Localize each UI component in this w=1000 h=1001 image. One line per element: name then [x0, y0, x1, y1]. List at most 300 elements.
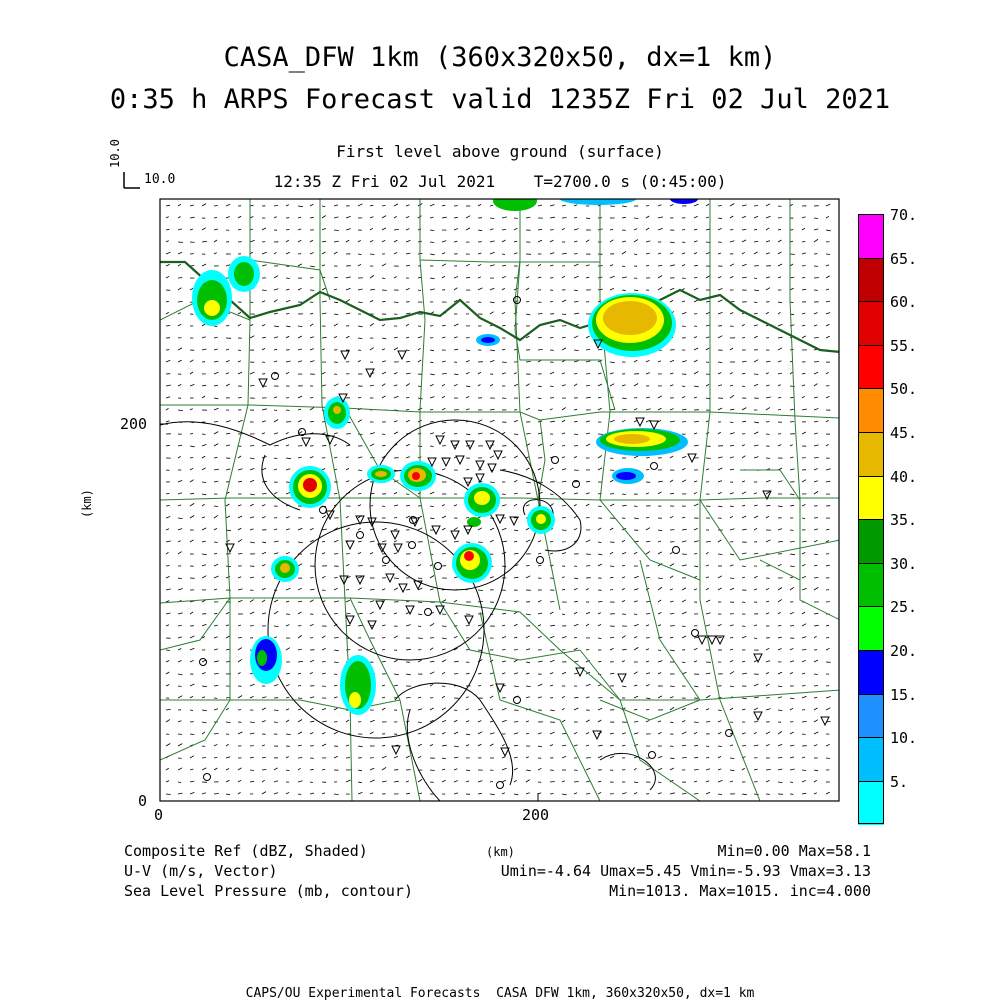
wind-vector — [442, 720, 446, 722]
wind-vector — [310, 253, 314, 255]
wind-vector — [646, 661, 649, 662]
wind-vector — [202, 385, 206, 386]
wind-vector — [514, 624, 518, 626]
wind-vector — [334, 433, 338, 434]
wind-vector — [658, 721, 661, 722]
wind-vector — [730, 204, 734, 207]
wind-vector — [226, 217, 230, 219]
wind-vector — [346, 600, 350, 602]
wind-vector — [394, 396, 398, 398]
wind-vector — [574, 456, 577, 458]
wind-vector — [226, 469, 230, 470]
wind-vector — [514, 577, 518, 578]
wind-vector — [718, 362, 722, 363]
wind-vector — [502, 229, 506, 230]
wind-vector — [526, 301, 529, 302]
station-circle — [200, 659, 207, 666]
wind-vector — [778, 672, 782, 674]
wind-vector — [682, 326, 686, 327]
wind-vector — [790, 397, 793, 398]
wind-vector — [370, 348, 374, 350]
wind-vector — [262, 228, 266, 230]
wind-vector — [394, 240, 397, 242]
wind-vector — [238, 732, 242, 734]
wind-vector — [214, 794, 219, 795]
wind-vector — [778, 506, 783, 507]
wind-vector — [622, 540, 625, 542]
wind-vector — [538, 768, 541, 770]
wind-vector — [682, 242, 685, 243]
wind-vector — [286, 697, 289, 698]
wind-vector — [634, 768, 637, 770]
wind-vector — [226, 373, 229, 374]
wind-vector — [226, 625, 229, 626]
wind-vector — [214, 253, 217, 254]
wind-vector — [454, 337, 458, 338]
wind-vector — [646, 685, 650, 687]
wind-vector — [574, 648, 578, 650]
wind-vector — [238, 456, 241, 458]
wind-vector — [586, 720, 590, 722]
wind-vector — [658, 613, 661, 615]
wind-vector — [214, 217, 217, 218]
wind-vector — [622, 733, 626, 734]
wind-vector — [598, 554, 602, 555]
wind-vector — [814, 674, 818, 675]
wind-vector — [766, 505, 770, 506]
station-triangle — [386, 574, 394, 582]
wind-vector — [466, 228, 470, 230]
wind-vector — [190, 288, 193, 290]
wind-vector — [802, 624, 806, 626]
wind-vector — [658, 361, 661, 362]
wind-vector — [754, 505, 758, 506]
wind-vector — [430, 350, 434, 351]
wind-vector — [526, 384, 530, 386]
wind-vector — [682, 361, 687, 362]
wind-vector — [730, 758, 734, 759]
wind-vector — [574, 732, 577, 734]
wind-vector — [382, 625, 386, 626]
wind-vector — [178, 445, 182, 446]
wind-vector — [550, 468, 553, 470]
wind-vector — [430, 506, 434, 507]
wind-vector — [394, 505, 398, 506]
wind-vector — [742, 324, 745, 326]
wind-vector — [322, 793, 325, 794]
wind-vector — [802, 552, 805, 554]
wind-vector — [730, 770, 734, 771]
wind-vector — [586, 684, 590, 686]
wind-vector — [538, 661, 543, 662]
wind-vector — [334, 289, 337, 290]
wind-vector — [814, 218, 818, 219]
wind-vector — [682, 600, 686, 602]
wind-vector — [166, 589, 171, 590]
wind-vector — [214, 528, 217, 530]
wind-vector — [778, 348, 782, 350]
wind-vector — [658, 578, 663, 579]
wind-vector — [826, 697, 831, 699]
wind-vector — [550, 240, 553, 242]
wind-vector — [538, 541, 541, 542]
wind-vector — [814, 708, 818, 710]
wind-vector — [286, 289, 289, 290]
wind-vector — [490, 409, 495, 410]
wind-vector — [586, 733, 589, 735]
wind-vector — [790, 769, 795, 770]
wind-vector — [346, 277, 351, 278]
wind-vector — [358, 770, 362, 771]
wind-vector — [250, 446, 254, 447]
wind-vector — [538, 625, 541, 626]
wind-vector — [742, 338, 745, 339]
wind-vector — [670, 768, 674, 770]
wind-vector — [478, 420, 482, 422]
station-triangle — [510, 517, 518, 525]
wind-vector — [190, 457, 193, 458]
wind-vector — [358, 541, 362, 542]
wind-vector — [826, 648, 830, 650]
wind-vector — [622, 241, 626, 242]
wind-vector — [598, 601, 602, 602]
wind-vector — [826, 301, 830, 302]
wind-vector — [574, 516, 577, 518]
wind-vector — [514, 493, 518, 494]
wind-vector — [178, 264, 181, 266]
wind-vector — [562, 446, 565, 447]
wind-vector — [382, 649, 385, 650]
wind-vector — [562, 756, 566, 758]
wind-vector — [334, 638, 339, 639]
wind-vector — [658, 265, 662, 266]
wind-vector — [466, 625, 470, 626]
wind-vector — [490, 218, 494, 219]
wind-vector — [394, 373, 398, 375]
wind-vector — [178, 301, 183, 302]
wind-vector — [826, 313, 830, 315]
wind-vector — [790, 277, 794, 278]
wind-vector — [682, 422, 686, 423]
wind-vector — [634, 254, 637, 255]
wind-vector — [322, 206, 325, 207]
wind-vector — [466, 386, 470, 387]
wind-vector — [550, 253, 554, 254]
wind-vector — [502, 349, 505, 350]
wind-vector — [826, 481, 830, 482]
wind-vector — [550, 745, 553, 747]
wind-vector — [574, 601, 578, 602]
wind-vector — [730, 264, 734, 266]
wind-vector — [322, 648, 326, 650]
wind-vector — [250, 722, 255, 723]
wind-vector — [190, 769, 193, 770]
wind-vector — [370, 541, 375, 542]
station-triangle — [618, 674, 626, 682]
wind-vector — [574, 588, 578, 590]
wind-vector — [682, 636, 686, 638]
wind-vector — [334, 252, 338, 254]
wind-vector — [706, 709, 709, 710]
wind-vector — [574, 793, 577, 794]
state-boundary — [160, 262, 840, 352]
wind-vector — [214, 637, 218, 638]
wind-vector — [550, 409, 553, 410]
wind-vector — [586, 421, 590, 422]
wind-vector — [298, 264, 302, 266]
wind-vector — [490, 781, 493, 782]
wind-vector — [814, 445, 819, 446]
wind-vector — [286, 314, 289, 315]
wind-vector — [286, 336, 289, 338]
wind-vector — [442, 516, 446, 518]
wind-vector — [514, 253, 517, 254]
wind-vector — [490, 229, 494, 230]
wind-vector — [670, 650, 675, 651]
wind-vector — [298, 396, 302, 398]
wind-vector — [430, 672, 434, 674]
wind-vector — [322, 733, 326, 735]
wind-vector — [382, 301, 386, 302]
wind-vector — [310, 589, 314, 590]
wind-vector — [802, 313, 805, 314]
wind-vector — [586, 433, 590, 434]
wind-vector — [226, 445, 230, 446]
wind-vector — [682, 794, 686, 795]
wind-vector — [190, 468, 193, 470]
wind-vector — [178, 552, 182, 554]
wind-vector — [802, 325, 805, 326]
wind-vector — [346, 384, 349, 386]
wind-vector — [562, 253, 567, 254]
wind-vector — [814, 554, 818, 555]
wind-vector — [166, 661, 169, 663]
station-triangle — [821, 717, 829, 725]
wind-vector — [694, 661, 697, 662]
storm-cells-top-edge — [493, 191, 698, 211]
wind-vector — [502, 744, 505, 746]
wind-vector — [226, 265, 230, 266]
wind-vector — [298, 612, 302, 614]
storm-cell-east-line — [596, 428, 688, 484]
wind-vector — [502, 288, 505, 290]
wind-vector — [754, 745, 758, 746]
wind-vector — [214, 768, 217, 770]
wind-vector — [202, 456, 205, 458]
wind-vector — [238, 229, 241, 230]
wind-vector — [658, 396, 662, 398]
wind-vector — [286, 517, 290, 519]
wind-vector — [286, 432, 289, 434]
wind-vector — [334, 685, 337, 686]
wind-vector — [274, 361, 277, 362]
wind-vector — [802, 660, 806, 662]
wind-vector — [718, 277, 721, 279]
wind-vector — [802, 721, 807, 722]
wind-vector — [490, 540, 494, 542]
wind-vector — [298, 686, 301, 687]
wind-vector — [634, 456, 638, 458]
wind-vector — [514, 794, 518, 795]
wind-vector — [202, 758, 206, 759]
wind-vector — [334, 302, 338, 303]
y-tick-200: 200 — [120, 415, 147, 433]
wind-vector — [406, 240, 410, 242]
wind-vector — [742, 373, 745, 374]
wind-vector — [166, 709, 171, 710]
wind-vector — [382, 506, 385, 507]
wind-vector — [586, 374, 590, 375]
wind-vector — [202, 264, 206, 266]
wind-vector — [394, 541, 397, 542]
station-circle — [514, 697, 521, 704]
wind-vector — [682, 468, 685, 470]
station-triangle — [346, 541, 354, 549]
wind-vector — [778, 599, 782, 602]
station-triangle — [368, 621, 376, 629]
wind-vector — [706, 229, 710, 230]
wind-vector — [238, 637, 242, 638]
station-triangle — [341, 351, 349, 359]
wind-vector — [514, 637, 517, 638]
wind-vector — [814, 780, 817, 782]
wind-vector — [586, 277, 589, 278]
wind-vector — [298, 361, 302, 362]
wind-vector — [454, 277, 458, 279]
wind-vector — [694, 732, 697, 734]
wind-vector — [334, 217, 338, 218]
wind-vector — [322, 708, 326, 710]
wind-vector — [490, 721, 493, 722]
wind-vector — [310, 337, 314, 338]
wind-vector — [286, 709, 289, 710]
wind-vector — [178, 674, 183, 675]
wind-vector — [442, 276, 445, 278]
wind-vector — [658, 793, 662, 794]
wind-vector — [466, 277, 470, 278]
wind-vector — [190, 434, 193, 435]
wind-vector — [514, 349, 517, 350]
colorbar-label: 20. — [890, 642, 917, 660]
wind-vector — [358, 505, 361, 506]
wind-vector — [358, 338, 362, 339]
wind-vector — [706, 398, 710, 399]
wind-vector — [322, 288, 326, 290]
wind-vector — [550, 494, 553, 495]
wind-vector — [574, 217, 577, 218]
wind-vector — [730, 241, 734, 242]
wind-vector — [370, 612, 374, 614]
wind-vector — [730, 493, 734, 494]
wind-vector — [298, 528, 302, 530]
wind-vector — [634, 589, 638, 590]
wind-vector — [490, 265, 495, 266]
wind-vector — [598, 792, 601, 794]
wind-vector — [634, 601, 638, 602]
wind-vector — [730, 565, 734, 566]
wind-vector — [622, 385, 626, 386]
wind-vector — [310, 554, 314, 555]
wind-vector — [706, 673, 710, 674]
wind-vector — [442, 660, 446, 662]
wind-vector — [226, 649, 229, 650]
station-circle — [383, 557, 390, 564]
wind-vector — [250, 494, 255, 495]
wind-vector — [454, 577, 458, 578]
wind-vector — [370, 444, 374, 446]
wind-vector — [274, 626, 279, 627]
wind-vector — [694, 204, 699, 206]
wind-vector — [598, 455, 602, 458]
wind-vector — [442, 253, 445, 254]
storm-cell-west-large — [289, 466, 331, 508]
wind-vector — [262, 552, 266, 554]
wind-vector — [262, 542, 266, 543]
wind-vector — [766, 216, 771, 218]
wind-vector — [322, 673, 326, 674]
wind-vector — [274, 781, 278, 782]
wind-vector — [406, 410, 409, 411]
wind-vector — [418, 602, 422, 603]
wind-vector — [310, 302, 313, 303]
wind-vector — [274, 458, 277, 459]
wind-vector — [682, 312, 686, 314]
station-triangle — [465, 616, 473, 624]
wind-vector — [814, 433, 818, 434]
wind-vector — [178, 686, 182, 687]
wind-vector — [694, 216, 698, 218]
wind-vector — [178, 229, 182, 230]
wind-vector — [358, 528, 361, 530]
wind-vector — [562, 337, 566, 338]
wind-vector — [490, 673, 493, 674]
wind-vector — [718, 253, 721, 254]
wind-vector — [718, 481, 722, 482]
wind-vector — [202, 697, 205, 698]
wind-vector — [238, 469, 243, 470]
wind-vector — [802, 253, 806, 254]
wind-vector — [742, 566, 746, 567]
wind-vector — [562, 553, 566, 555]
wind-vector — [346, 516, 349, 518]
wind-vector — [814, 239, 818, 242]
wind-vector — [562, 745, 566, 746]
wind-vector — [526, 540, 530, 542]
wind-vector — [166, 264, 170, 266]
wind-vector — [274, 469, 277, 470]
wind-vector — [514, 456, 518, 458]
wind-vector — [298, 349, 302, 350]
wind-vector — [382, 396, 386, 398]
wind-vector — [442, 264, 446, 266]
wind-vector — [778, 541, 783, 542]
wind-vector — [754, 457, 759, 458]
station-circle — [537, 557, 544, 564]
wind-vector — [406, 313, 410, 314]
wind-vector — [802, 277, 805, 278]
wind-vector — [766, 588, 769, 590]
wind-vector — [406, 756, 410, 758]
wind-vector — [574, 409, 577, 410]
wind-vector — [262, 565, 265, 567]
wind-vector — [214, 361, 218, 362]
wind-vector — [430, 576, 434, 579]
wind-vector — [310, 672, 313, 674]
wind-vector — [598, 697, 603, 698]
wind-vector — [442, 396, 445, 398]
wind-vector — [682, 588, 686, 590]
wind-vector — [166, 576, 170, 578]
